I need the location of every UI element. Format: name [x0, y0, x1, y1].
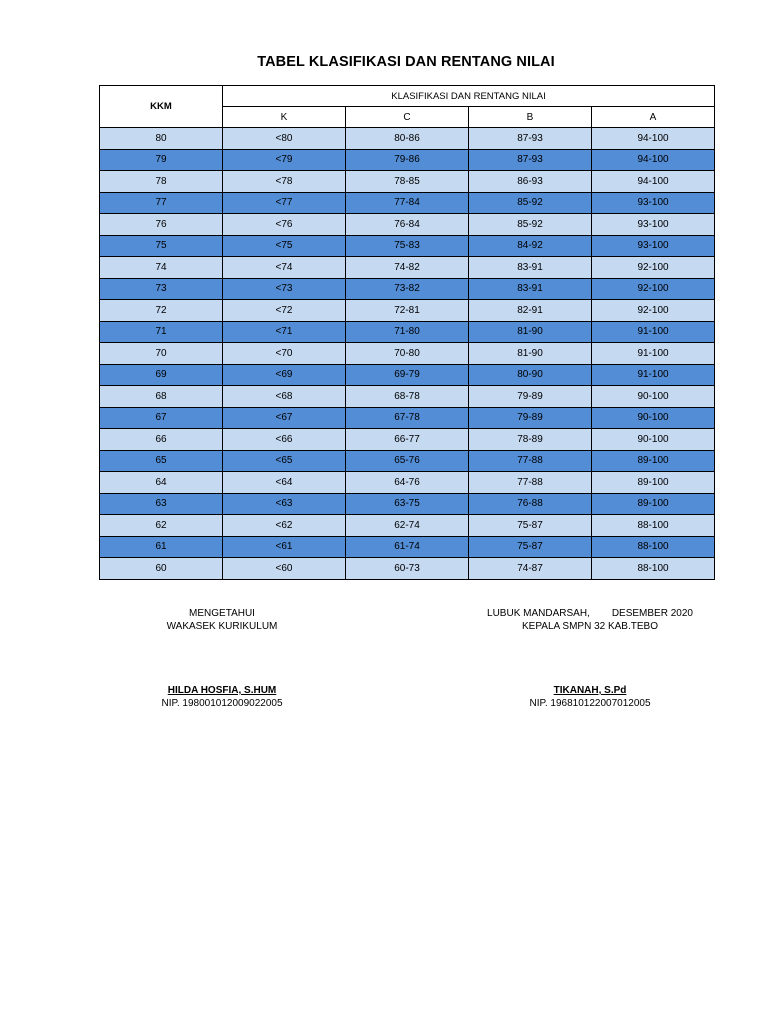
cell-k: <80 [223, 128, 346, 150]
cell-k: <67 [223, 407, 346, 429]
cell-kkm: 60 [100, 558, 223, 580]
cell-a: 94-100 [592, 128, 715, 150]
classification-group-header: KLASIFIKASI DAN RENTANG NILAI [223, 86, 715, 107]
kkm-header: KKM [100, 86, 223, 128]
signing-place: LUBUK MANDARSAH, [487, 608, 590, 619]
cell-k: <69 [223, 364, 346, 386]
cell-kkm: 71 [100, 321, 223, 343]
cell-b: 83-91 [469, 278, 592, 300]
left-signer-position: WAKASEK KURIKULUM [166, 621, 278, 632]
cell-kkm: 65 [100, 450, 223, 472]
cell-a: 91-100 [592, 343, 715, 365]
cell-a: 90-100 [592, 407, 715, 429]
table-row [100, 536, 715, 558]
cell-k: <78 [223, 171, 346, 193]
table-row [100, 364, 715, 386]
cell-a: 90-100 [592, 386, 715, 408]
cell-k: <62 [223, 515, 346, 537]
column-header-c: C [346, 107, 469, 128]
table-row [100, 472, 715, 494]
table-row [100, 149, 715, 171]
cell-k: <60 [223, 558, 346, 580]
cell-b: 75-87 [469, 536, 592, 558]
table-row [100, 493, 715, 515]
cell-a: 91-100 [592, 321, 715, 343]
right-signer-nip: NIP. 196810122007012005 [529, 698, 651, 709]
cell-a: 92-100 [592, 300, 715, 322]
cell-a: 88-100 [592, 558, 715, 580]
table-row [100, 171, 715, 193]
right-signature-heading [472, 607, 708, 633]
cell-c: 77-84 [346, 192, 469, 214]
column-header-a: A [592, 107, 715, 128]
right-signature [490, 684, 690, 710]
cell-a: 91-100 [592, 364, 715, 386]
cell-k: <71 [223, 321, 346, 343]
cell-kkm: 64 [100, 472, 223, 494]
cell-a: 92-100 [592, 257, 715, 279]
table-row [100, 515, 715, 537]
cell-kkm: 66 [100, 429, 223, 451]
table-row [100, 214, 715, 236]
cell-c: 60-73 [346, 558, 469, 580]
table-row [100, 192, 715, 214]
cell-c: 70-80 [346, 343, 469, 365]
cell-b: 85-92 [469, 192, 592, 214]
acknowledged-label: MENGETAHUI [189, 608, 255, 619]
cell-c: 71-80 [346, 321, 469, 343]
cell-b: 77-88 [469, 472, 592, 494]
cell-kkm: 73 [100, 278, 223, 300]
cell-k: <74 [223, 257, 346, 279]
cell-c: 75-83 [346, 235, 469, 257]
table-row [100, 429, 715, 451]
cell-a: 89-100 [592, 472, 715, 494]
cell-c: 66-77 [346, 429, 469, 451]
document-title: TABEL KLASIFIKASI DAN RENTANG NILAI [257, 54, 555, 70]
table-row [100, 235, 715, 257]
cell-b: 76-88 [469, 493, 592, 515]
place-date-line [472, 607, 708, 620]
cell-c: 73-82 [346, 278, 469, 300]
cell-kkm: 61 [100, 536, 223, 558]
cell-c: 79-86 [346, 149, 469, 171]
cell-a: 94-100 [592, 149, 715, 171]
cell-b: 80-90 [469, 364, 592, 386]
cell-b: 81-90 [469, 321, 592, 343]
table-row [100, 300, 715, 322]
cell-kkm: 78 [100, 171, 223, 193]
table-row [100, 321, 715, 343]
cell-c: 80-86 [346, 128, 469, 150]
table-body [100, 86, 715, 580]
cell-k: <72 [223, 300, 346, 322]
cell-kkm: 74 [100, 257, 223, 279]
cell-b: 78-89 [469, 429, 592, 451]
cell-c: 69-79 [346, 364, 469, 386]
cell-kkm: 77 [100, 192, 223, 214]
cell-k: <73 [223, 278, 346, 300]
column-header-k: K [223, 107, 346, 128]
table-row [100, 407, 715, 429]
left-signer-nip: NIP. 198001012009022005 [161, 698, 283, 709]
cell-k: <70 [223, 343, 346, 365]
cell-c: 64-76 [346, 472, 469, 494]
table-header-row-1 [100, 86, 715, 107]
classification-table [99, 85, 715, 580]
cell-a: 88-100 [592, 515, 715, 537]
cell-k: <66 [223, 429, 346, 451]
cell-c: 78-85 [346, 171, 469, 193]
cell-k: <65 [223, 450, 346, 472]
column-header-b: B [469, 107, 592, 128]
cell-b: 85-92 [469, 214, 592, 236]
cell-b: 84-92 [469, 235, 592, 257]
cell-k: <75 [223, 235, 346, 257]
cell-a: 90-100 [592, 429, 715, 451]
cell-k: <76 [223, 214, 346, 236]
cell-a: 89-100 [592, 493, 715, 515]
cell-kkm: 63 [100, 493, 223, 515]
right-signer-position: KEPALA SMPN 32 KAB.TEBO [522, 621, 658, 632]
cell-c: 61-74 [346, 536, 469, 558]
cell-k: <68 [223, 386, 346, 408]
cell-a: 88-100 [592, 536, 715, 558]
cell-b: 74-87 [469, 558, 592, 580]
cell-b: 81-90 [469, 343, 592, 365]
table-row [100, 278, 715, 300]
left-signer-name: HILDA HOSFIA, S.HUM [167, 685, 277, 696]
table-row [100, 558, 715, 580]
signing-date: DESEMBER 2020 [611, 608, 693, 619]
cell-a: 94-100 [592, 171, 715, 193]
cell-b: 86-93 [469, 171, 592, 193]
cell-kkm: 62 [100, 515, 223, 537]
cell-kkm: 68 [100, 386, 223, 408]
cell-a: 93-100 [592, 192, 715, 214]
cell-kkm: 69 [100, 364, 223, 386]
table-row [100, 128, 715, 150]
cell-k: <63 [223, 493, 346, 515]
cell-kkm: 67 [100, 407, 223, 429]
cell-kkm: 76 [100, 214, 223, 236]
cell-c: 67-78 [346, 407, 469, 429]
cell-kkm: 72 [100, 300, 223, 322]
cell-c: 68-78 [346, 386, 469, 408]
cell-kkm: 79 [100, 149, 223, 171]
cell-k: <79 [223, 149, 346, 171]
table-row [100, 257, 715, 279]
cell-c: 76-84 [346, 214, 469, 236]
cell-a: 92-100 [592, 278, 715, 300]
cell-b: 75-87 [469, 515, 592, 537]
cell-b: 87-93 [469, 149, 592, 171]
cell-a: 89-100 [592, 450, 715, 472]
cell-k: <61 [223, 536, 346, 558]
left-signature-heading [137, 607, 307, 633]
cell-b: 77-88 [469, 450, 592, 472]
cell-b: 79-89 [469, 386, 592, 408]
cell-k: <64 [223, 472, 346, 494]
cell-kkm: 80 [100, 128, 223, 150]
table-row [100, 450, 715, 472]
cell-c: 63-75 [346, 493, 469, 515]
cell-a: 93-100 [592, 235, 715, 257]
cell-b: 87-93 [469, 128, 592, 150]
right-signer-name: TIKANAH, S.Pd [553, 685, 627, 696]
cell-b: 82-91 [469, 300, 592, 322]
cell-kkm: 70 [100, 343, 223, 365]
cell-k: <77 [223, 192, 346, 214]
cell-b: 79-89 [469, 407, 592, 429]
cell-c: 72-81 [346, 300, 469, 322]
cell-c: 74-82 [346, 257, 469, 279]
cell-a: 93-100 [592, 214, 715, 236]
cell-c: 62-74 [346, 515, 469, 537]
cell-c: 65-76 [346, 450, 469, 472]
table-row [100, 343, 715, 365]
cell-b: 83-91 [469, 257, 592, 279]
cell-kkm: 75 [100, 235, 223, 257]
left-signature [137, 684, 307, 710]
table-row [100, 386, 715, 408]
